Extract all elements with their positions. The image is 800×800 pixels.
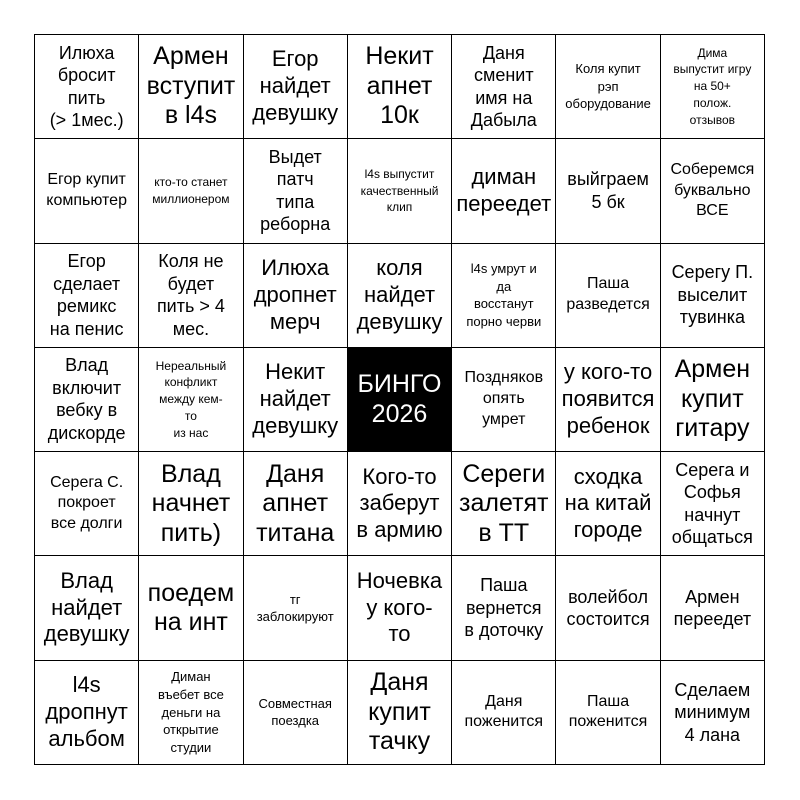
bingo-cell[interactable] <box>348 452 452 556</box>
bingo-cell-text: l4s выпустит качественный клип <box>360 166 439 215</box>
bingo-cell[interactable] <box>244 35 348 139</box>
bingo-cell[interactable] <box>452 35 556 139</box>
bingo-cell-text: Даня апнет титана <box>256 459 335 547</box>
bingo-cell[interactable] <box>556 452 660 556</box>
bingo-cell-text: коля найдет девушку <box>356 254 443 334</box>
bingo-cell[interactable] <box>244 244 348 348</box>
bingo-cell-text: Даня поженится <box>464 692 544 731</box>
bingo-cell-text: кто-то станет миллионером <box>152 175 230 206</box>
bingo-cell[interactable] <box>139 556 243 660</box>
bingo-cell-text: диман переедет <box>456 164 552 216</box>
bingo-cell[interactable] <box>556 244 660 348</box>
bingo-cell[interactable] <box>244 348 348 452</box>
bingo-cell[interactable] <box>35 35 139 139</box>
bingo-cell[interactable] <box>348 139 452 243</box>
bingo-cell-text: l4s дропнут альбом <box>45 672 128 751</box>
bingo-cell-text: у кого-то появится ребенок <box>561 359 655 438</box>
bingo-cell-text: Серега С. покроет все долги <box>50 473 124 533</box>
bingo-cell-text: сходка на китай городе <box>564 463 652 543</box>
bingo-cell-text: Армен купит гитару <box>674 355 751 443</box>
bingo-cell-text: Илюха бросит пить (> 1мес.) <box>49 42 124 131</box>
bingo-cell-text: Армен вступит в l4s <box>146 42 236 130</box>
bingo-cell-text: поедем на инт <box>147 578 235 637</box>
bingo-cell[interactable] <box>35 244 139 348</box>
bingo-cell[interactable] <box>35 139 139 243</box>
bingo-center-cell[interactable] <box>348 348 452 452</box>
bingo-cell[interactable] <box>139 452 243 556</box>
bingo-cell[interactable] <box>556 139 660 243</box>
bingo-cell-text: Совместная поездка <box>258 695 332 729</box>
bingo-cell-text: Илюха дропнет мерч <box>253 254 337 334</box>
bingo-cell-text: Дима выпустит игру на 50+ полож. отзывов <box>673 45 752 127</box>
bingo-cell[interactable] <box>452 348 556 452</box>
bingo-cell[interactable] <box>661 661 765 765</box>
bingo-cell[interactable] <box>139 348 243 452</box>
bingo-cell[interactable] <box>348 35 452 139</box>
bingo-cell[interactable] <box>35 556 139 660</box>
bingo-cell[interactable] <box>452 661 556 765</box>
bingo-cell-text: Паша вернется в доточку <box>464 575 544 641</box>
bingo-cell[interactable] <box>452 244 556 348</box>
bingo-cell[interactable] <box>661 556 765 660</box>
bingo-cell-text: Нереальный конфликт между кем- то из нас <box>155 358 227 440</box>
bingo-cell[interactable] <box>35 348 139 452</box>
bingo-cell[interactable] <box>348 244 452 348</box>
bingo-title: БИНГО 2026 <box>357 370 442 429</box>
bingo-cell[interactable] <box>556 35 660 139</box>
bingo-cell[interactable] <box>244 661 348 765</box>
bingo-cell-text: Влад включит вебку в дискорде <box>47 355 126 443</box>
bingo-cell-text: Выдет патч типа реборна <box>260 146 331 235</box>
bingo-cell-text: Егор купит компьютер <box>46 171 127 209</box>
bingo-cell-text: Даня купит тачку <box>368 668 431 756</box>
bingo-cell-text: волейбол состоится <box>566 586 650 630</box>
bingo-cell-text: Некит апнет 10к <box>365 42 434 130</box>
bingo-cell[interactable] <box>452 139 556 243</box>
bingo-cell-text: Коля не будет пить > 4 мес. <box>156 251 225 339</box>
bingo-cell[interactable] <box>348 661 452 765</box>
bingo-cell-text: Серега и Софья начнут общаться <box>671 459 753 548</box>
bingo-cell[interactable] <box>348 556 452 660</box>
bingo-cell-text: Диман въебет все деньги на открытие студии <box>158 669 224 755</box>
bingo-cell-text: Ночевка у кого- то <box>356 567 443 647</box>
bingo-cell-text: Армен переедет <box>673 586 752 630</box>
bingo-cell-text: Кого-то заберут в армию <box>356 463 443 543</box>
bingo-cell[interactable] <box>244 452 348 556</box>
bingo-cell[interactable] <box>139 35 243 139</box>
bingo-board <box>34 34 765 765</box>
bingo-cell-text: выйграем 5 бк <box>567 169 649 212</box>
bingo-cell-text: l4s умрут и да восстанут порно черви <box>466 261 542 329</box>
bingo-cell[interactable] <box>35 661 139 765</box>
bingo-cell-text: Сереги залетят в ТТ <box>459 459 549 547</box>
bingo-cell-text: Егор найдет девушку <box>252 46 339 126</box>
bingo-cell[interactable] <box>661 244 765 348</box>
bingo-cell[interactable] <box>139 661 243 765</box>
bingo-cell-text: Сделаем минимум 4 лана <box>674 679 751 745</box>
bingo-cell-text: Коля купит рэп оборудование <box>565 61 651 112</box>
bingo-cell-text: Влад найдет девушку <box>43 567 130 647</box>
bingo-cell[interactable] <box>35 452 139 556</box>
bingo-cell[interactable] <box>139 244 243 348</box>
bingo-cell[interactable] <box>556 661 660 765</box>
bingo-cell[interactable] <box>661 35 765 139</box>
bingo-cell[interactable] <box>661 348 765 452</box>
bingo-cell[interactable] <box>244 556 348 660</box>
bingo-cell[interactable] <box>661 452 765 556</box>
bingo-cell-text: Егор сделает ремикс на пенис <box>49 251 124 339</box>
bingo-cell[interactable] <box>661 139 765 243</box>
bingo-cell-text: Соберемся буквально ВСЕ <box>670 160 755 220</box>
bingo-cell[interactable] <box>244 139 348 243</box>
bingo-cell-text: тг заблокируют <box>256 591 334 625</box>
bingo-cell-text: Даня сменит имя на Дабыла <box>470 42 537 131</box>
bingo-cell[interactable] <box>556 348 660 452</box>
bingo-cell-text: Паша разведется <box>566 275 650 314</box>
bingo-cell-text: Серегу П. выселит тувинка <box>671 262 754 328</box>
bingo-cell-text: Поздняков опять умрет <box>464 369 544 428</box>
bingo-cell[interactable] <box>139 139 243 243</box>
bingo-cell-text: Влад начнет пить) <box>151 459 231 547</box>
bingo-cell[interactable] <box>556 556 660 660</box>
bingo-cell[interactable] <box>452 452 556 556</box>
bingo-cell-text: Некит найдет девушку <box>252 359 339 438</box>
bingo-cell-text: Паша поженится <box>568 692 648 731</box>
bingo-cell[interactable] <box>452 556 556 660</box>
